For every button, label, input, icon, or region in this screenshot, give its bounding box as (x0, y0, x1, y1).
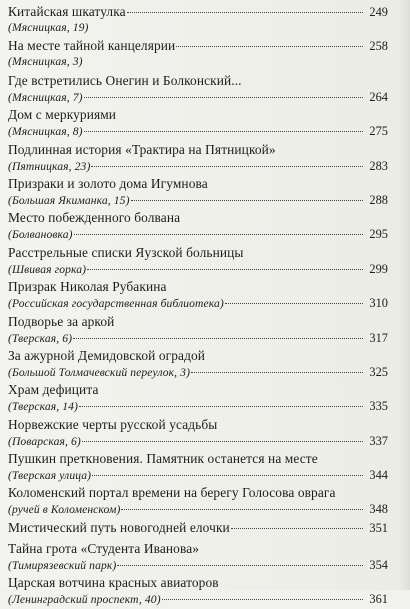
toc-entry-title: Китайская шкатулка (8, 4, 126, 19)
toc-entry-title: Норвежские черты русской усадьбы (8, 416, 218, 432)
toc-entry-title: Коломенский портал времени на берегу Голосова оврага (8, 485, 336, 501)
dot-leader (87, 269, 363, 270)
toc-title-line (8, 348, 388, 364)
toc-page-number: 354 (369, 557, 388, 572)
dot-leader (191, 372, 363, 373)
dot-leader (231, 528, 363, 529)
toc-subtitle-line (8, 20, 388, 36)
toc-subtitle-line (8, 54, 388, 70)
toc-subtitle-line (8, 123, 388, 140)
toc-subtitle-line (8, 398, 388, 415)
toc-title-line (8, 575, 388, 591)
toc-entry-title: Где встретились Онегин и Болконский... (8, 72, 242, 88)
toc-subtitle-line (8, 89, 388, 106)
toc-title-line (8, 541, 388, 557)
toc-entry (8, 381, 388, 415)
toc-page-number: 337 (369, 433, 388, 448)
toc-title-line (8, 4, 388, 20)
toc-entry-address: (Российская государственная библиотека) (8, 297, 224, 311)
toc-page-number: 348 (369, 502, 388, 517)
toc-entry (8, 3, 388, 37)
toc-title-line (8, 279, 388, 295)
toc-page-number: 310 (369, 296, 388, 311)
toc-subtitle-line (8, 433, 388, 450)
dot-leader (84, 131, 363, 132)
toc-entry-title: Подлинная история «Трактира на Пятницкой» (8, 141, 276, 157)
toc-entry-title: Тайна грота «Студента Иванова» (8, 540, 200, 556)
toc-page-number: 299 (369, 261, 388, 276)
toc-entry (8, 141, 388, 175)
toc-page-number: 258 (369, 39, 388, 54)
toc-entry (8, 416, 388, 450)
toc-subtitle-line (8, 591, 388, 608)
toc-page-number: 249 (369, 5, 388, 19)
toc-title-line (8, 520, 388, 536)
dot-leader (82, 441, 363, 442)
toc-entry-title: Призраки и золото дома Игумнова (8, 175, 208, 191)
toc-entry (8, 484, 388, 518)
toc-entry-title: Расстрельные списки Яузской больницы (8, 244, 244, 260)
toc-entry-address: (Мясницкая, 7) (8, 90, 83, 104)
page-edge-shadow (398, 0, 410, 590)
toc-subtitle-line (8, 295, 388, 312)
toc-page-number: 335 (369, 399, 388, 414)
toc-entry-address: (Тверская улица) (8, 469, 92, 483)
toc-entry-address: (Болвановка) (8, 228, 73, 242)
toc-page-number: 344 (369, 468, 388, 483)
toc-entry (8, 106, 388, 140)
toc-entry (8, 244, 388, 278)
toc-entry-address: (Мясницкая, 3) (8, 55, 83, 69)
toc-entry-address: (Поварская, 6) (8, 434, 81, 448)
toc-subtitle-line (8, 192, 388, 209)
toc-page-number: 361 (369, 592, 388, 607)
toc-entry (8, 347, 388, 381)
toc-title-line (8, 38, 388, 54)
toc-subtitle-line (8, 501, 388, 518)
toc-title-line (8, 314, 388, 330)
toc-entry (8, 313, 388, 347)
toc-entry-address: (Тверская, 14) (8, 400, 78, 414)
toc-entry-address: (Тверская, 6) (8, 331, 73, 345)
toc-page-number: 325 (369, 364, 388, 379)
toc-title-line (8, 142, 388, 158)
table-of-contents (8, 3, 388, 609)
toc-entry (8, 72, 388, 106)
toc-entry-title: Дом с меркуриями (8, 107, 117, 123)
toc-entry (8, 175, 388, 209)
toc-title-line (8, 451, 388, 467)
dot-leader (73, 338, 363, 339)
toc-entry (8, 209, 388, 243)
toc-page-number: 288 (369, 192, 388, 207)
dot-leader (91, 166, 363, 167)
toc-entry-title: На месте тайной канцелярии (8, 38, 176, 54)
toc-subtitle-line (8, 557, 388, 574)
dot-leader (121, 509, 363, 510)
toc-subtitle-line (8, 226, 388, 243)
toc-entry-title: За ажурной Демидовской оградой (8, 347, 206, 363)
toc-entry-title: Место побежденного болвана (8, 210, 181, 226)
toc-title-line (8, 245, 388, 261)
toc-entry (8, 278, 388, 312)
dot-leader (127, 12, 363, 13)
toc-entry-address: (Большой Толмачевский переулок, 3) (8, 365, 191, 379)
toc-entry (8, 540, 388, 574)
dot-leader (162, 599, 363, 600)
toc-page-number: 283 (369, 158, 388, 173)
toc-page-number: 275 (369, 124, 388, 139)
dot-leader (131, 200, 363, 201)
toc-page-number: 295 (369, 227, 388, 242)
toc-title-line (8, 107, 388, 123)
toc-title-line (8, 210, 388, 226)
toc-page-number: 317 (369, 330, 388, 345)
toc-entry-title: Храм дефицита (8, 382, 99, 398)
toc-entry-address: (Большая Якиманка, 15) (8, 193, 130, 207)
toc-title-line (8, 485, 388, 501)
toc-subtitle-line (8, 364, 388, 381)
toc-subtitle-line (8, 467, 388, 484)
dot-leader (92, 475, 363, 476)
toc-entry-address: (Мясницкая, 8) (8, 125, 83, 139)
dot-leader (225, 303, 363, 304)
toc-entry (8, 450, 388, 484)
toc-title-line (8, 176, 388, 192)
toc-subtitle-line (8, 261, 388, 278)
toc-entry-address: (ручей в Коломенском) (8, 503, 121, 517)
toc-entry (8, 574, 388, 608)
toc-page-number: 351 (369, 520, 388, 535)
toc-title-line (8, 73, 388, 89)
dot-leader (79, 406, 363, 407)
toc-entry (8, 37, 388, 71)
toc-entry-address: (Тимирязевский парк) (8, 558, 117, 572)
toc-entry-title: Пушкин преткновения. Памятник останется на месте (8, 451, 318, 467)
dot-leader (117, 565, 363, 566)
toc-page-number: 264 (369, 89, 388, 104)
toc-entry-address: (Ленинградский проспект, 40) (8, 593, 161, 607)
toc-entry-title: Царская вотчина красных авиаторов (8, 575, 219, 591)
toc-entry-address: (Мясницкая, 19) (8, 21, 89, 34)
toc-subtitle-line (8, 330, 388, 347)
toc-entry-title: Подворье за аркой (8, 313, 115, 329)
dot-leader (84, 97, 363, 98)
toc-title-line (8, 417, 388, 433)
toc-entry-address: (Швивая горка) (8, 262, 87, 276)
toc-entry-title: Мистический путь новогодней елочки (8, 519, 230, 535)
toc-entry-address: (Пятницкая, 23) (8, 159, 91, 173)
toc-title-line (8, 382, 388, 398)
toc-entry-title: Призрак Николая Рубакина (8, 279, 167, 295)
dot-leader (176, 46, 363, 47)
toc-entry (8, 519, 388, 540)
dot-leader (74, 234, 363, 235)
toc-subtitle-line (8, 158, 388, 175)
